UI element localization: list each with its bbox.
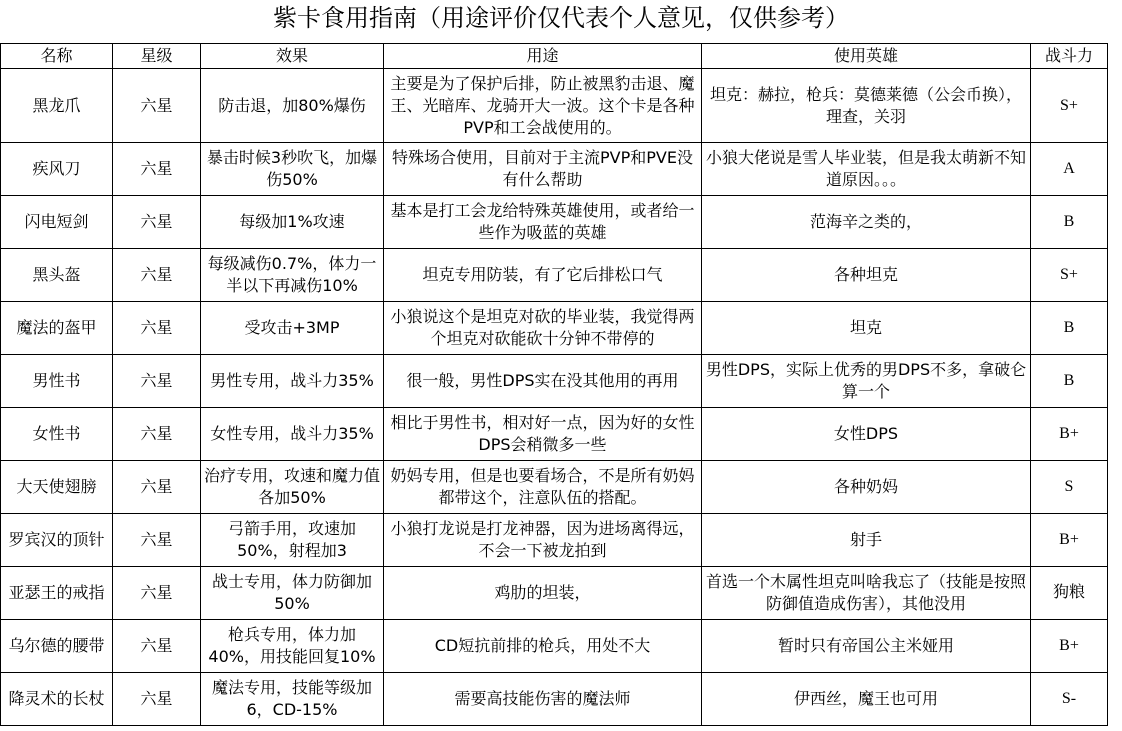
- cell-star: 六星: [113, 673, 201, 726]
- table-row: [1, 673, 1108, 726]
- cell-effect: 暴击时候3秒吹飞，加爆伤50%: [201, 143, 384, 196]
- cell-power: S-: [1031, 673, 1108, 726]
- cell-power: B: [1031, 196, 1108, 249]
- cell-star: 六星: [113, 408, 201, 461]
- cell-heroes: 女性DPS: [702, 408, 1031, 461]
- cell-effect: 弓箭手用，攻速加50%，射程加3: [201, 514, 384, 567]
- cell-heroes: 射手: [702, 514, 1031, 567]
- cell-heroes: 伊西丝，魔王也可用: [702, 673, 1031, 726]
- cell-star: 六星: [113, 514, 201, 567]
- cell-star: 六星: [113, 355, 201, 408]
- cell-power: 狗粮: [1031, 567, 1108, 620]
- card-table: [0, 43, 1108, 726]
- cell-power: A: [1031, 143, 1108, 196]
- cell-power: B: [1031, 355, 1108, 408]
- table-row: [1, 620, 1108, 673]
- cell-effect: 每级加1%攻速: [201, 196, 384, 249]
- header-use: 用途: [384, 44, 702, 69]
- cell-name: 亚瑟王的戒指: [1, 567, 113, 620]
- cell-use: 坦克专用防装，有了它后排松口气: [384, 249, 702, 302]
- header-power: 战斗力: [1031, 44, 1108, 69]
- cell-use: 特殊场合使用，目前对于主流PVP和PVE没有什么帮助: [384, 143, 702, 196]
- cell-effect: 防击退，加80%爆伤: [201, 69, 384, 143]
- cell-name: 乌尔德的腰带: [1, 620, 113, 673]
- cell-power: B+: [1031, 514, 1108, 567]
- cell-use: 相比于男性书，相对好一点，因为好的女性DPS会稍微多一些: [384, 408, 702, 461]
- header-row: [1, 44, 1108, 69]
- cell-use: 小狼打龙说是打龙神器，因为进场离得远，不会一下被龙拍到: [384, 514, 702, 567]
- cell-effect: 魔法专用，技能等级加6，CD-15%: [201, 673, 384, 726]
- cell-name: 魔法的盔甲: [1, 302, 113, 355]
- table-row: [1, 249, 1108, 302]
- cell-use: 基本是打工会龙给特殊英雄使用，或者给一些作为吸蓝的英雄: [384, 196, 702, 249]
- header-name: 名称: [1, 44, 113, 69]
- cell-name: 疾风刀: [1, 143, 113, 196]
- table-row: [1, 514, 1108, 567]
- cell-use: 小狼说这个是坦克对砍的毕业装，我觉得两个坦克对砍能砍十分钟不带停的: [384, 302, 702, 355]
- cell-heroes: 各种奶妈: [702, 461, 1031, 514]
- cell-use: 需要高技能伤害的魔法师: [384, 673, 702, 726]
- cell-name: 罗宾汉的顶针: [1, 514, 113, 567]
- cell-heroes: 坦克: [702, 302, 1031, 355]
- cell-power: S: [1031, 461, 1108, 514]
- cell-effect: 每级减伤0.7%，体力一半以下再减伤10%: [201, 249, 384, 302]
- cell-power: B+: [1031, 408, 1108, 461]
- cell-name: 黑头盔: [1, 249, 113, 302]
- header-star: 星级: [113, 44, 201, 69]
- cell-use: 鸡肋的坦装，: [384, 567, 702, 620]
- cell-heroes: 坦克：赫拉，枪兵：莫德莱德（公会币换），理查，关羽: [702, 69, 1031, 143]
- cell-star: 六星: [113, 302, 201, 355]
- cell-star: 六星: [113, 249, 201, 302]
- cell-effect: 治疗专用，攻速和魔力值各加50%: [201, 461, 384, 514]
- cell-star: 六星: [113, 620, 201, 673]
- cell-power: S+: [1031, 69, 1108, 143]
- header-heroes: 使用英雄: [702, 44, 1031, 69]
- cell-heroes: 各种坦克: [702, 249, 1031, 302]
- cell-star: 六星: [113, 143, 201, 196]
- table-row: [1, 567, 1108, 620]
- cell-heroes: 男性DPS，实际上优秀的男DPS不多，拿破仑算一个: [702, 355, 1031, 408]
- cell-use: 奶妈专用，但是也要看场合，不是所有奶妈都带这个，注意队伍的搭配。: [384, 461, 702, 514]
- cell-star: 六星: [113, 567, 201, 620]
- cell-effect: 战士专用，体力防御加50%: [201, 567, 384, 620]
- cell-power: S+: [1031, 249, 1108, 302]
- table-row: [1, 408, 1108, 461]
- cell-name: 黑龙爪: [1, 69, 113, 143]
- table-row: [1, 302, 1108, 355]
- cell-heroes: 首选一个木属性坦克叫啥我忘了（技能是按照防御值造成伤害），其他没用: [702, 567, 1031, 620]
- table-row: [1, 69, 1108, 143]
- header-effect: 效果: [201, 44, 384, 69]
- cell-star: 六星: [113, 69, 201, 143]
- cell-effect: 女性专用，战斗力35%: [201, 408, 384, 461]
- table-row: [1, 196, 1108, 249]
- cell-heroes: 范海辛之类的，: [702, 196, 1031, 249]
- table-row: [1, 355, 1108, 408]
- cell-name: 大天使翅膀: [1, 461, 113, 514]
- cell-name: 女性书: [1, 408, 113, 461]
- cell-name: 闪电短剑: [1, 196, 113, 249]
- table-header: [1, 44, 1108, 69]
- cell-power: B: [1031, 302, 1108, 355]
- cell-heroes: 暂时只有帝国公主米娅用: [702, 620, 1031, 673]
- cell-use: CD短抗前排的枪兵，用处不大: [384, 620, 702, 673]
- table-row: [1, 143, 1108, 196]
- page-title: 紫卡食用指南（用途评价仅代表个人意见，仅供参考）: [273, 4, 849, 32]
- cell-name: 降灵术的长杖: [1, 673, 113, 726]
- cell-effect: 男性专用，战斗力35%: [201, 355, 384, 408]
- cell-star: 六星: [113, 196, 201, 249]
- cell-star: 六星: [113, 461, 201, 514]
- cell-effect: 枪兵专用，体力加40%，用技能回复10%: [201, 620, 384, 673]
- cell-use: 很一般，男性DPS实在没其他用的再用: [384, 355, 702, 408]
- table-row: [1, 461, 1108, 514]
- cell-power: B+: [1031, 620, 1108, 673]
- cell-use: 主要是为了保护后排，防止被黑豹击退、魔王、光暗库、龙骑开大一波。这个卡是各种PVP和工会战使用的。: [384, 69, 702, 143]
- cell-heroes: 小狼大佬说是雪人毕业装，但是我太萌新不知道原因。。。: [702, 143, 1031, 196]
- cell-name: 男性书: [1, 355, 113, 408]
- table-body: [1, 69, 1108, 726]
- cell-effect: 受攻击+3MP: [201, 302, 384, 355]
